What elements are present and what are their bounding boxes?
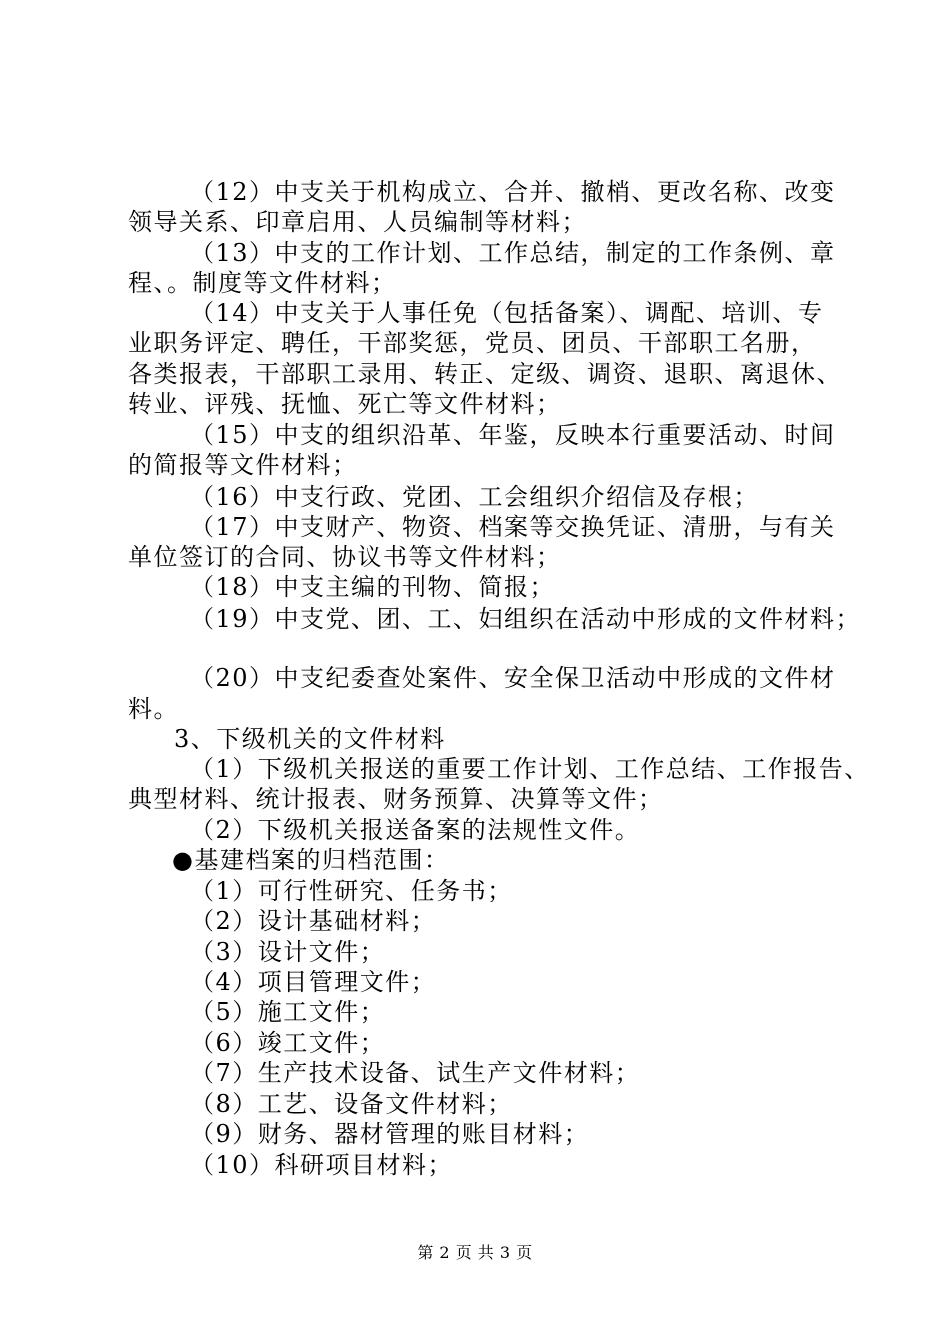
- text-line: （1）下级机关报送的重要工作计划、工作总结、工作报告、: [190, 755, 870, 783]
- list-item: （4）项目管理文件；: [190, 968, 437, 996]
- text-line: 各类报表，干部职工录用、转正、定级、调资、退职、离退休、: [128, 360, 842, 388]
- list-item: （8）工艺、设备文件材料；: [190, 1090, 513, 1118]
- text-line: 领导关系、印章启用、人员编制等材料；: [128, 208, 587, 236]
- list-item: （9）财务、器材管理的账目材料；: [190, 1120, 590, 1148]
- list-item: （3）设计文件；: [190, 938, 386, 966]
- text-line: （15）中支的组织沿革、年鉴，反映本行重要活动、时间: [190, 421, 836, 449]
- text-line: （13）中支的工作计划、工作总结，制定的工作条例、章: [190, 239, 836, 267]
- text-line: （19）中支党、团、工、妇组织在活动中形成的文件材料；: [190, 605, 862, 633]
- text-line: （12）中支关于机构成立、合并、撤梢、更改名称、改变: [190, 178, 836, 206]
- text-line: 程、。制度等文件材料；: [128, 269, 397, 297]
- list-item: （6）竣工文件；: [190, 1029, 386, 1057]
- text-line: （16）中支行政、党团、工会组织介绍信及存根；: [190, 483, 760, 511]
- list-item: （2）设计基础材料；: [190, 907, 437, 935]
- text-line: （14）中支关于人事任免（包括备案）、调配、培训、专: [190, 299, 824, 327]
- text-line: （2）下级机关报送备案的法规性文件。: [190, 816, 641, 844]
- text-line: 业职务评定、聘任，干部奖惩，党员、团员、干部职工名册，: [128, 329, 817, 357]
- text-line: （17）中支财产、物资、档案等交换凭证、清册，与有关: [190, 513, 836, 541]
- text-line: 典型材料、统计报表、财务预算、决算等文件；: [128, 785, 664, 813]
- text-line: 单位签订的合同、协议书等文件材料；: [128, 543, 562, 571]
- list-item: （7）生产技术设备、试生产文件材料；: [190, 1059, 641, 1087]
- text-line: 的简报等文件材料；: [128, 451, 358, 479]
- list-item: （5）施工文件；: [190, 998, 386, 1026]
- text-line: 转业、评残、抚恤、死亡等文件材料；: [128, 390, 562, 418]
- text-line: （20）中支纪委查处案件、安全保卫活动中形成的文件材: [190, 664, 836, 692]
- list-item: （10）科研项目材料；: [190, 1151, 454, 1179]
- section-heading: 3、下级机关的文件材料: [174, 725, 446, 753]
- section-heading: ●基建档案的归档范围：: [172, 846, 450, 874]
- page-number-footer: 第 2 页 共 3 页: [417, 1243, 533, 1262]
- text-line: （18）中支主编的刊物、简报；: [190, 573, 556, 601]
- list-item: （1）可行性研究、任务书；: [190, 877, 513, 905]
- text-line: 料。: [128, 695, 179, 723]
